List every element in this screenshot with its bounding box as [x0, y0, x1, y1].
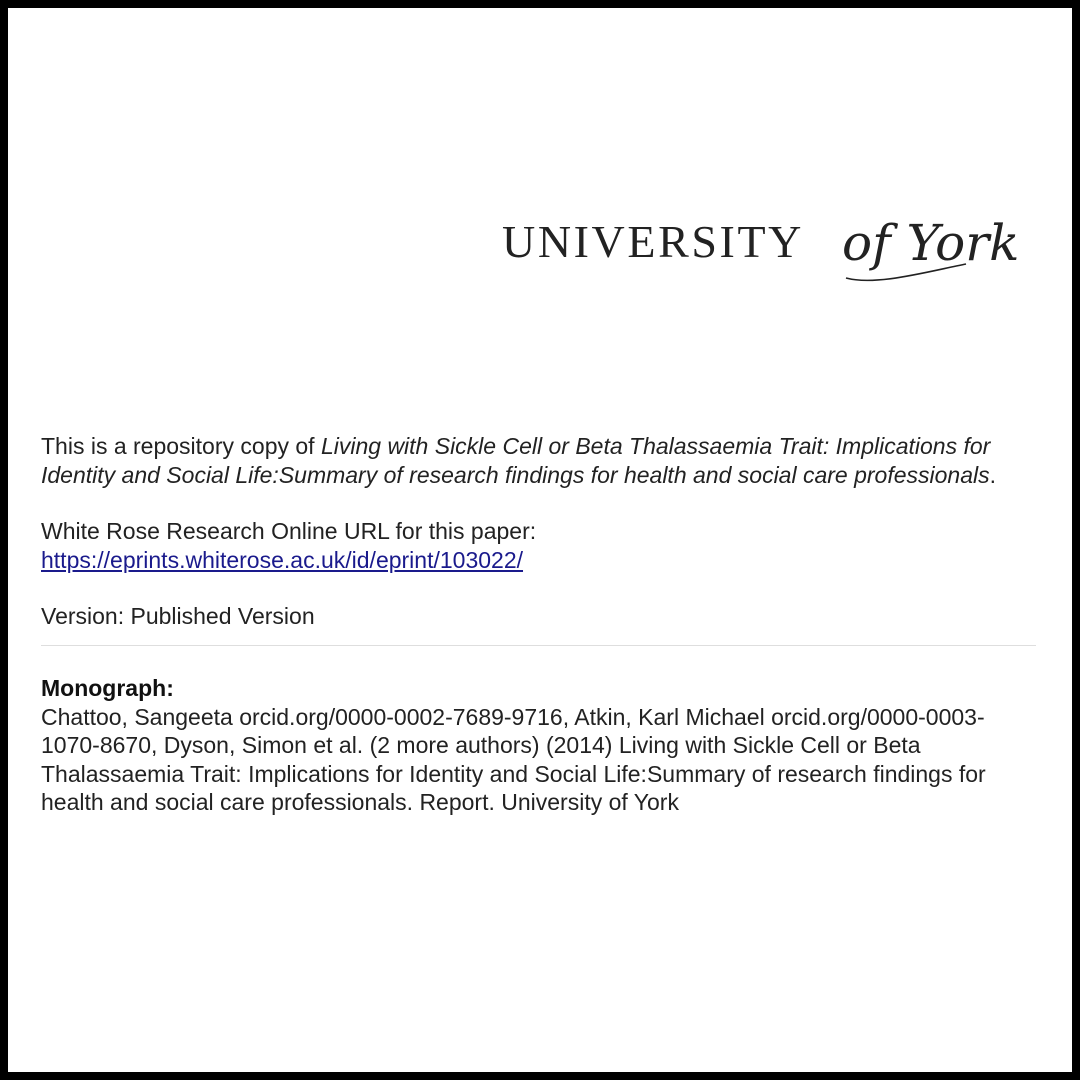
- version-text: Version: Published Version: [41, 603, 315, 630]
- document-page: [8, 8, 1072, 1072]
- monograph-heading: Monograph:: [41, 674, 174, 701]
- intro-suffix: .: [989, 461, 997, 488]
- section-divider: [41, 645, 1036, 646]
- logo-graphic: [496, 206, 1036, 290]
- logo-university-text: UNIVERSITY: [502, 216, 804, 267]
- document-body: [41, 432, 1036, 817]
- university-of-york-logo: [496, 206, 1036, 290]
- intro-prefix: This is a repository copy of: [41, 433, 321, 459]
- monograph-citation: Chattoo, Sangeeta orcid.org/0000-0002-7689-9716, Atkin, Karl Michael orcid.org/0000-0003-1070-8670, Dyson, Simon et al. (2 more authors) (2014) Living with Sickle Cell or Beta Thalassaemia Trait: Implications for Identity and Social Life:Summary of research findings for health and social care professionals. Report. University of York: [41, 703, 986, 816]
- paper-title: Living with Sickle Cell or Beta Thalassaemia Trait: Implications for Identity and Social Life:Summary of research findings for health and social care professionals: [41, 433, 991, 488]
- repository-url-block: [41, 517, 1036, 574]
- repository-link[interactable]: https://eprints.whiterose.ac.uk/id/eprint/103022/: [41, 546, 524, 573]
- intro-paragraph: [41, 432, 1036, 489]
- repository-label: White Rose Research Online URL for this paper:: [41, 518, 537, 545]
- logo-script-text: of York: [842, 214, 1020, 272]
